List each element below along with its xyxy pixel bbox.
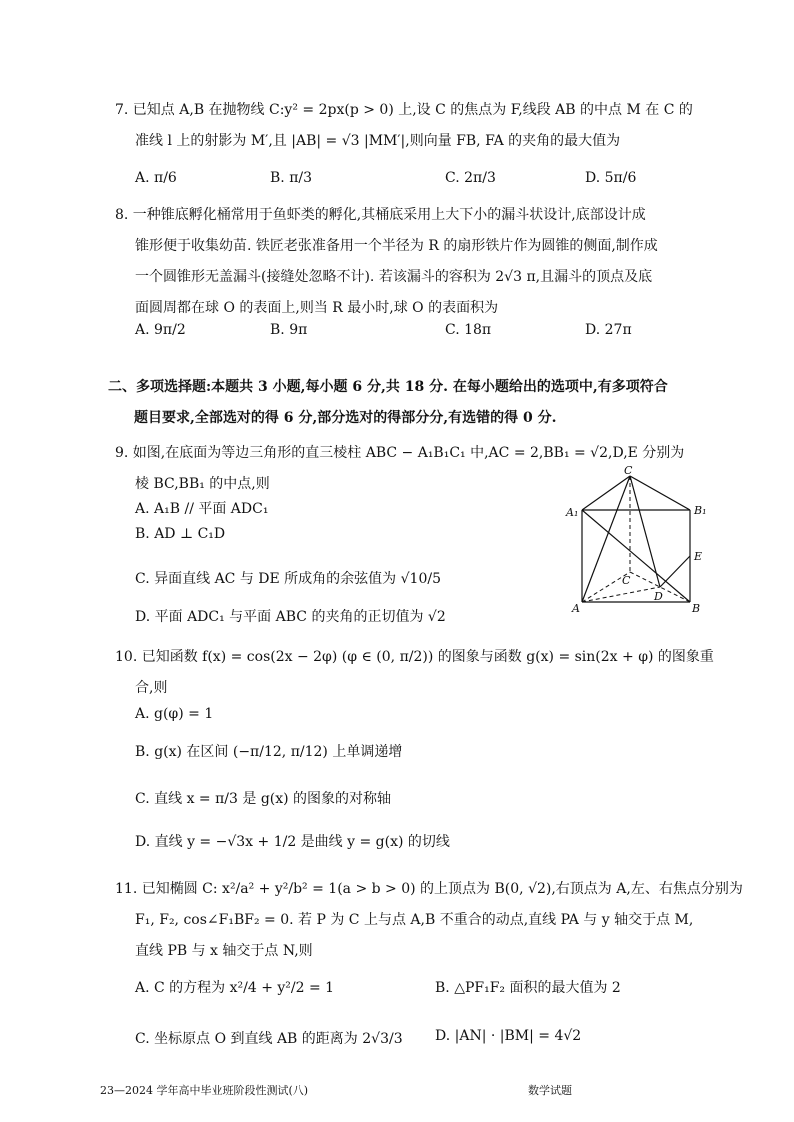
question-7-line: 准线 l 上的射影为 M′,且 |AB| = √3 |MM′|,则向量 FB, FA 的夹角的最大值为 (135, 133, 621, 149)
label-a: A (572, 602, 580, 612)
question-7-options (135, 170, 689, 194)
question-8-line: 锥形便于收集幼苗. 铁匠老张准备用一个半径为 R 的扇形铁片作为圆锥的侧面,制作成 (135, 238, 658, 254)
q11-option-b: B. △PF₁F₂ 面积的最大值为 2 (435, 980, 621, 996)
option-d: D. 27π (585, 322, 632, 338)
question-11-line: 直线 PB 与 x 轴交于点 N,则 (135, 943, 313, 959)
q10-option-b: B. g(x) 在区间 (−π/12, π/12) 上单调递增 (135, 744, 403, 760)
q10-option-c: C. 直线 x = π/3 是 g(x) 的图象的对称轴 (135, 791, 392, 807)
question-10-line: 合,则 (135, 680, 168, 696)
option-d: D. 5π/6 (585, 170, 637, 186)
option-a: A. 9π/2 (135, 322, 186, 338)
question-9-line: 棱 BC,BB₁ 的中点,则 (135, 476, 270, 492)
question-8-line: 一个圆锥形无盖漏斗(接缝处忽略不计). 若该漏斗的容积为 2√3 π,且漏斗的顶点及底 (135, 269, 653, 285)
question-9-line: 9. 如图,在底面为等边三角形的直三棱柱 ABC − A₁B₁C₁ 中,AC = 2,BB₁ = √2,D,E 分别为 (115, 445, 685, 461)
question-8-line: 8. 一种锥底孵化桶常用于鱼虾类的孵化,其桶底采用上大下小的漏斗状设计,底部设计成 (115, 207, 646, 223)
question-8-options (135, 322, 689, 346)
q11-option-d: D. |AN| · |BM| = 4√2 (435, 1028, 582, 1044)
question-11-line: F₁, F₂, cos∠F₁BF₂ = 0. 若 P 为 C 上与点 A,B 不重合的动点,直线 PA 与 y 轴交于点 M, (135, 912, 694, 928)
q11-option-c: C. 坐标原点 O 到直线 AB 的距离为 2√3/3 (135, 1031, 403, 1047)
q9-option-c: C. 异面直线 AC 与 DE 所成角的余弦值为 √10/5 (135, 571, 441, 587)
label-e: E (694, 550, 703, 563)
q11-option-a: A. C 的方程为 x²/4 + y²/2 = 1 (135, 980, 335, 996)
label-a1: A₁ (566, 506, 579, 519)
question-11-line: 11. 已知椭圆 C: x²/a² + y²/b² = 1(a > b > 0) 的上顶点为 B(0, √2),右顶点为 A,左、右焦点分别为 (115, 881, 743, 897)
option-c: C. 2π/3 (445, 170, 496, 186)
option-b: B. π/3 (270, 170, 313, 186)
label-d: D (654, 590, 663, 603)
q9-option-d: D. 平面 ADC₁ 与平面 ABC 的夹角的正切值为 √2 (135, 609, 446, 625)
question-11-options-row2 (135, 1028, 689, 1052)
label-b: B (692, 602, 701, 612)
q9-option-b: B. AD ⊥ C₁D (135, 526, 226, 542)
question-7-line: 7. 已知点 A,B 在抛物线 C:y² = 2px(p > 0) 上,设 C 的焦点为 F,线段 AB 的中点 M 在 C 的 (115, 102, 693, 118)
option-a: A. π/6 (135, 170, 177, 186)
option-c: C. 18π (445, 322, 492, 338)
option-b: B. 9π (270, 322, 308, 338)
footer-right: 数学试题 (528, 1084, 572, 1097)
section-2-header (108, 372, 689, 434)
label-b1: B₁ (694, 504, 707, 517)
edge-a1-c1 (582, 476, 630, 510)
question-8 (115, 200, 689, 324)
segment-d-e (660, 556, 690, 587)
q10-option-a: A. g(φ) = 1 (135, 706, 214, 722)
label-c1: C (624, 464, 633, 477)
question-10-line: 10. 已知函数 f(x) = cos(2x − 2φ) (φ ∈ (0, π/2)) 的图象与函数 g(x) = sin(2x + φ) 的图象重 (115, 649, 714, 665)
edge-c1-b1 (630, 476, 690, 510)
section-2-line: 题目要求,全部选对的得 6 分,部分选对的得部分分,有选错的得 0 分. (134, 410, 557, 426)
question-8-line: 面圆周都在球 O 的表面上,则当 R 最小时,球 O 的表面积为 (135, 300, 499, 316)
section-2-line: 二、多项选择题:本题共 3 小题,每小题 6 分,共 18 分. 在每小题给出的选项中,有多项符合 (108, 379, 668, 395)
q10-option-d: D. 直线 y = −√3x + 1/2 是曲线 y = g(x) 的切线 (135, 834, 450, 850)
footer-left: 23—2024 学年高中毕业班阶段性测试(八) (100, 1084, 309, 1097)
question-10 (115, 642, 714, 704)
question-7 (115, 95, 693, 157)
prism-figure (560, 462, 710, 612)
label-c: C (622, 574, 631, 587)
segment-a-d-hidden (582, 587, 660, 602)
segment-a1-b (582, 510, 690, 602)
question-11-options-row1 (135, 977, 689, 1001)
question-11 (115, 874, 743, 967)
segment-c1-d (630, 476, 660, 587)
q9-option-a: A. A₁B // 平面 ADC₁ (135, 501, 269, 517)
